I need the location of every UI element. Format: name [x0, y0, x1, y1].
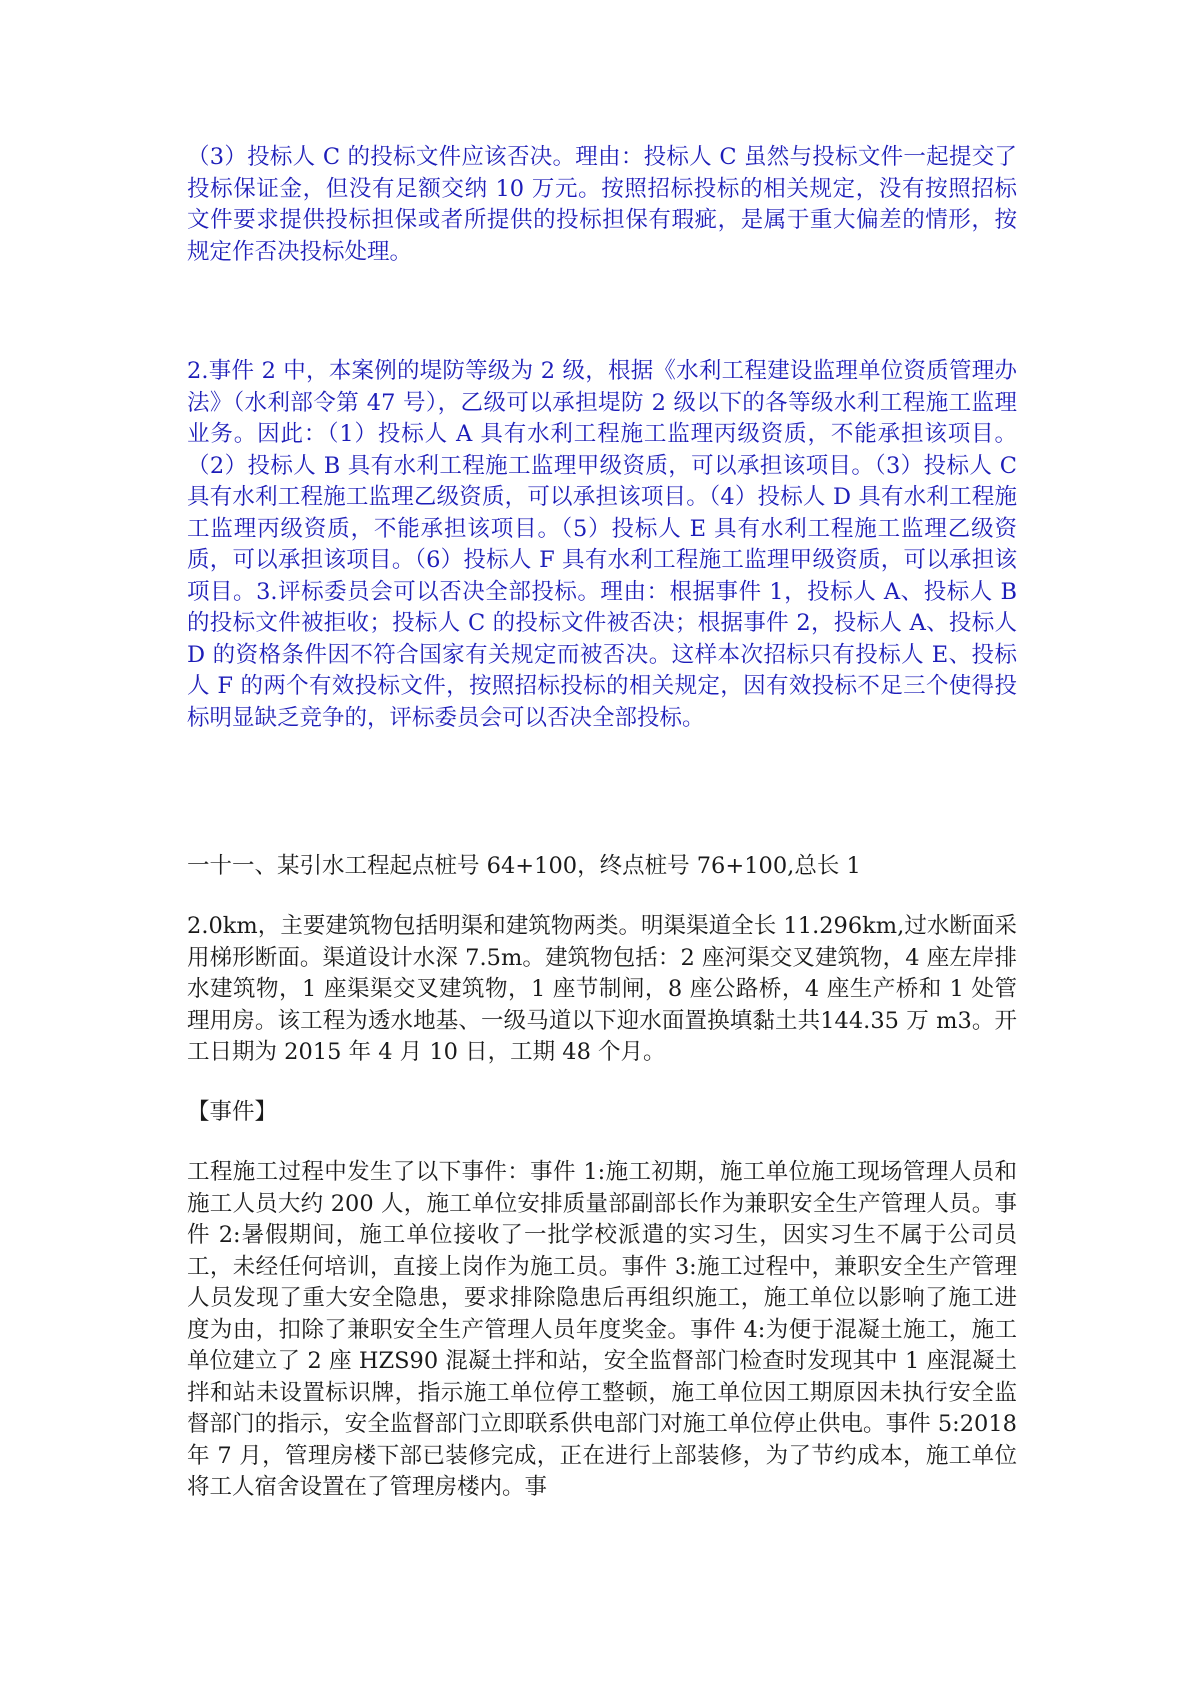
question11-description-paragraph: 2.0km，主要建筑物包括明渠和建筑物两类。明渠渠道全长 11.296km,过水断面采用梯形断面。渠道设计水深 7.5m。建筑物包括：2 座河渠交叉建筑物，4 座左岸排水建筑物，1 座渠渠交叉建筑物，1 座节制闸，8 座公路桥，4 座生产桥和 1 处管理用房。该工程为透水地基、一级马道以下迎水面置换填黏土共144.35 万 m3。开工日期为 2015 年 4 月 10 日，工期 48 个月。 [187, 913, 1017, 1065]
answer-event2-paragraph: 2.事件 2 中，本案例的堤防等级为 2 级，根据《水利工程建设监理单位资质管理办法》（水利部令第 47 号），乙级可以承担堤防 2 级以下的各等级水利工程施工监理业务。因此：（1）投标人 A 具有水利工程施工监理丙级资质，不能承担该项目。（2）投标人 B 具有水利工程施工监理甲级资质，可以承担该项目。（3）投标人 C 具有水利工程施工监理乙级资质，可以承担该项目。（4）投标人 D 具有水利工程施工监理丙级资质，不能承担该项目。（5）投标人 E 具有水利工程施工监理乙级资质，可以承担该项目。（6）投标人 F 具有水利工程施工监理甲级资质，可以承担该项目。3.评标委员会可以否决全部投标。理由：根据事件 1，投标人 A、投标人 B 的投标文件被拒收；投标人 C 的投标文件被否决；根据事件 2，投标人 A、投标人 D 的资格条件因不符合国家有关规定而被否决。这样本次招标只有投标人 E、投标人 F 的两个有效投标文件，按照招标投标的相关规定，因有效投标不足三个使得投标明显缺乏竞争的，评标委员会可以否决全部投标。 [187, 358, 1017, 731]
question11-title: 一十一、某引水工程起点桩号 64+100，终点桩号 76+100,总长 1 [187, 853, 861, 879]
events-paragraph: 工程施工过程中发生了以下事件：事件 1:施工初期，施工单位施工现场管理人员和施工人员大约 200 人，施工单位安排质量部副部长作为兼职安全生产管理人员。事件 2:暑假期间，施工单位接收了一批学校派遣的实习生，因实习生不属于公司员工，未经任何培训，直接上岗作为施工员。事件 3:施工过程中，兼职安全生产管理人员发现了重大安全隐患，要求排除隐患后再组织施工，施工单位以影响了施工进度为由，扣除了兼职安全生产管理人员年度奖金。事件 4:为便于混凝土施工，施工单位建立了 2 座 HZS90 混凝土拌和站，安全监督部门检查时发现其中 1 座混凝土拌和站未设置标识牌，指示施工单位停工整顿，施工单位因工期原因未执行安全监督部门的指示，安全监督部门立即联系供电部门对施工单位停止供电。事件 5:2018 年 7 月，管理房楼下部已装修完成，正在进行上部装修，为了节约成本，施工单位将工人宿舍设置在了管理房楼内。事 [187, 1159, 1017, 1500]
answer-bidder-c-paragraph: （3）投标人 C 的投标文件应该否决。理由：投标人 C 虽然与投标文件一起提交了投标保证金，但没有足额交纳 10 万元。按照招标投标的相关规定，没有按照招标文件要求提供投标担保或者所提供的投标担保有瑕疵，是属于重大偏差的情形，按规定作否决投标处理。 [187, 144, 1017, 265]
event-heading: 【事件】 [187, 1099, 278, 1125]
